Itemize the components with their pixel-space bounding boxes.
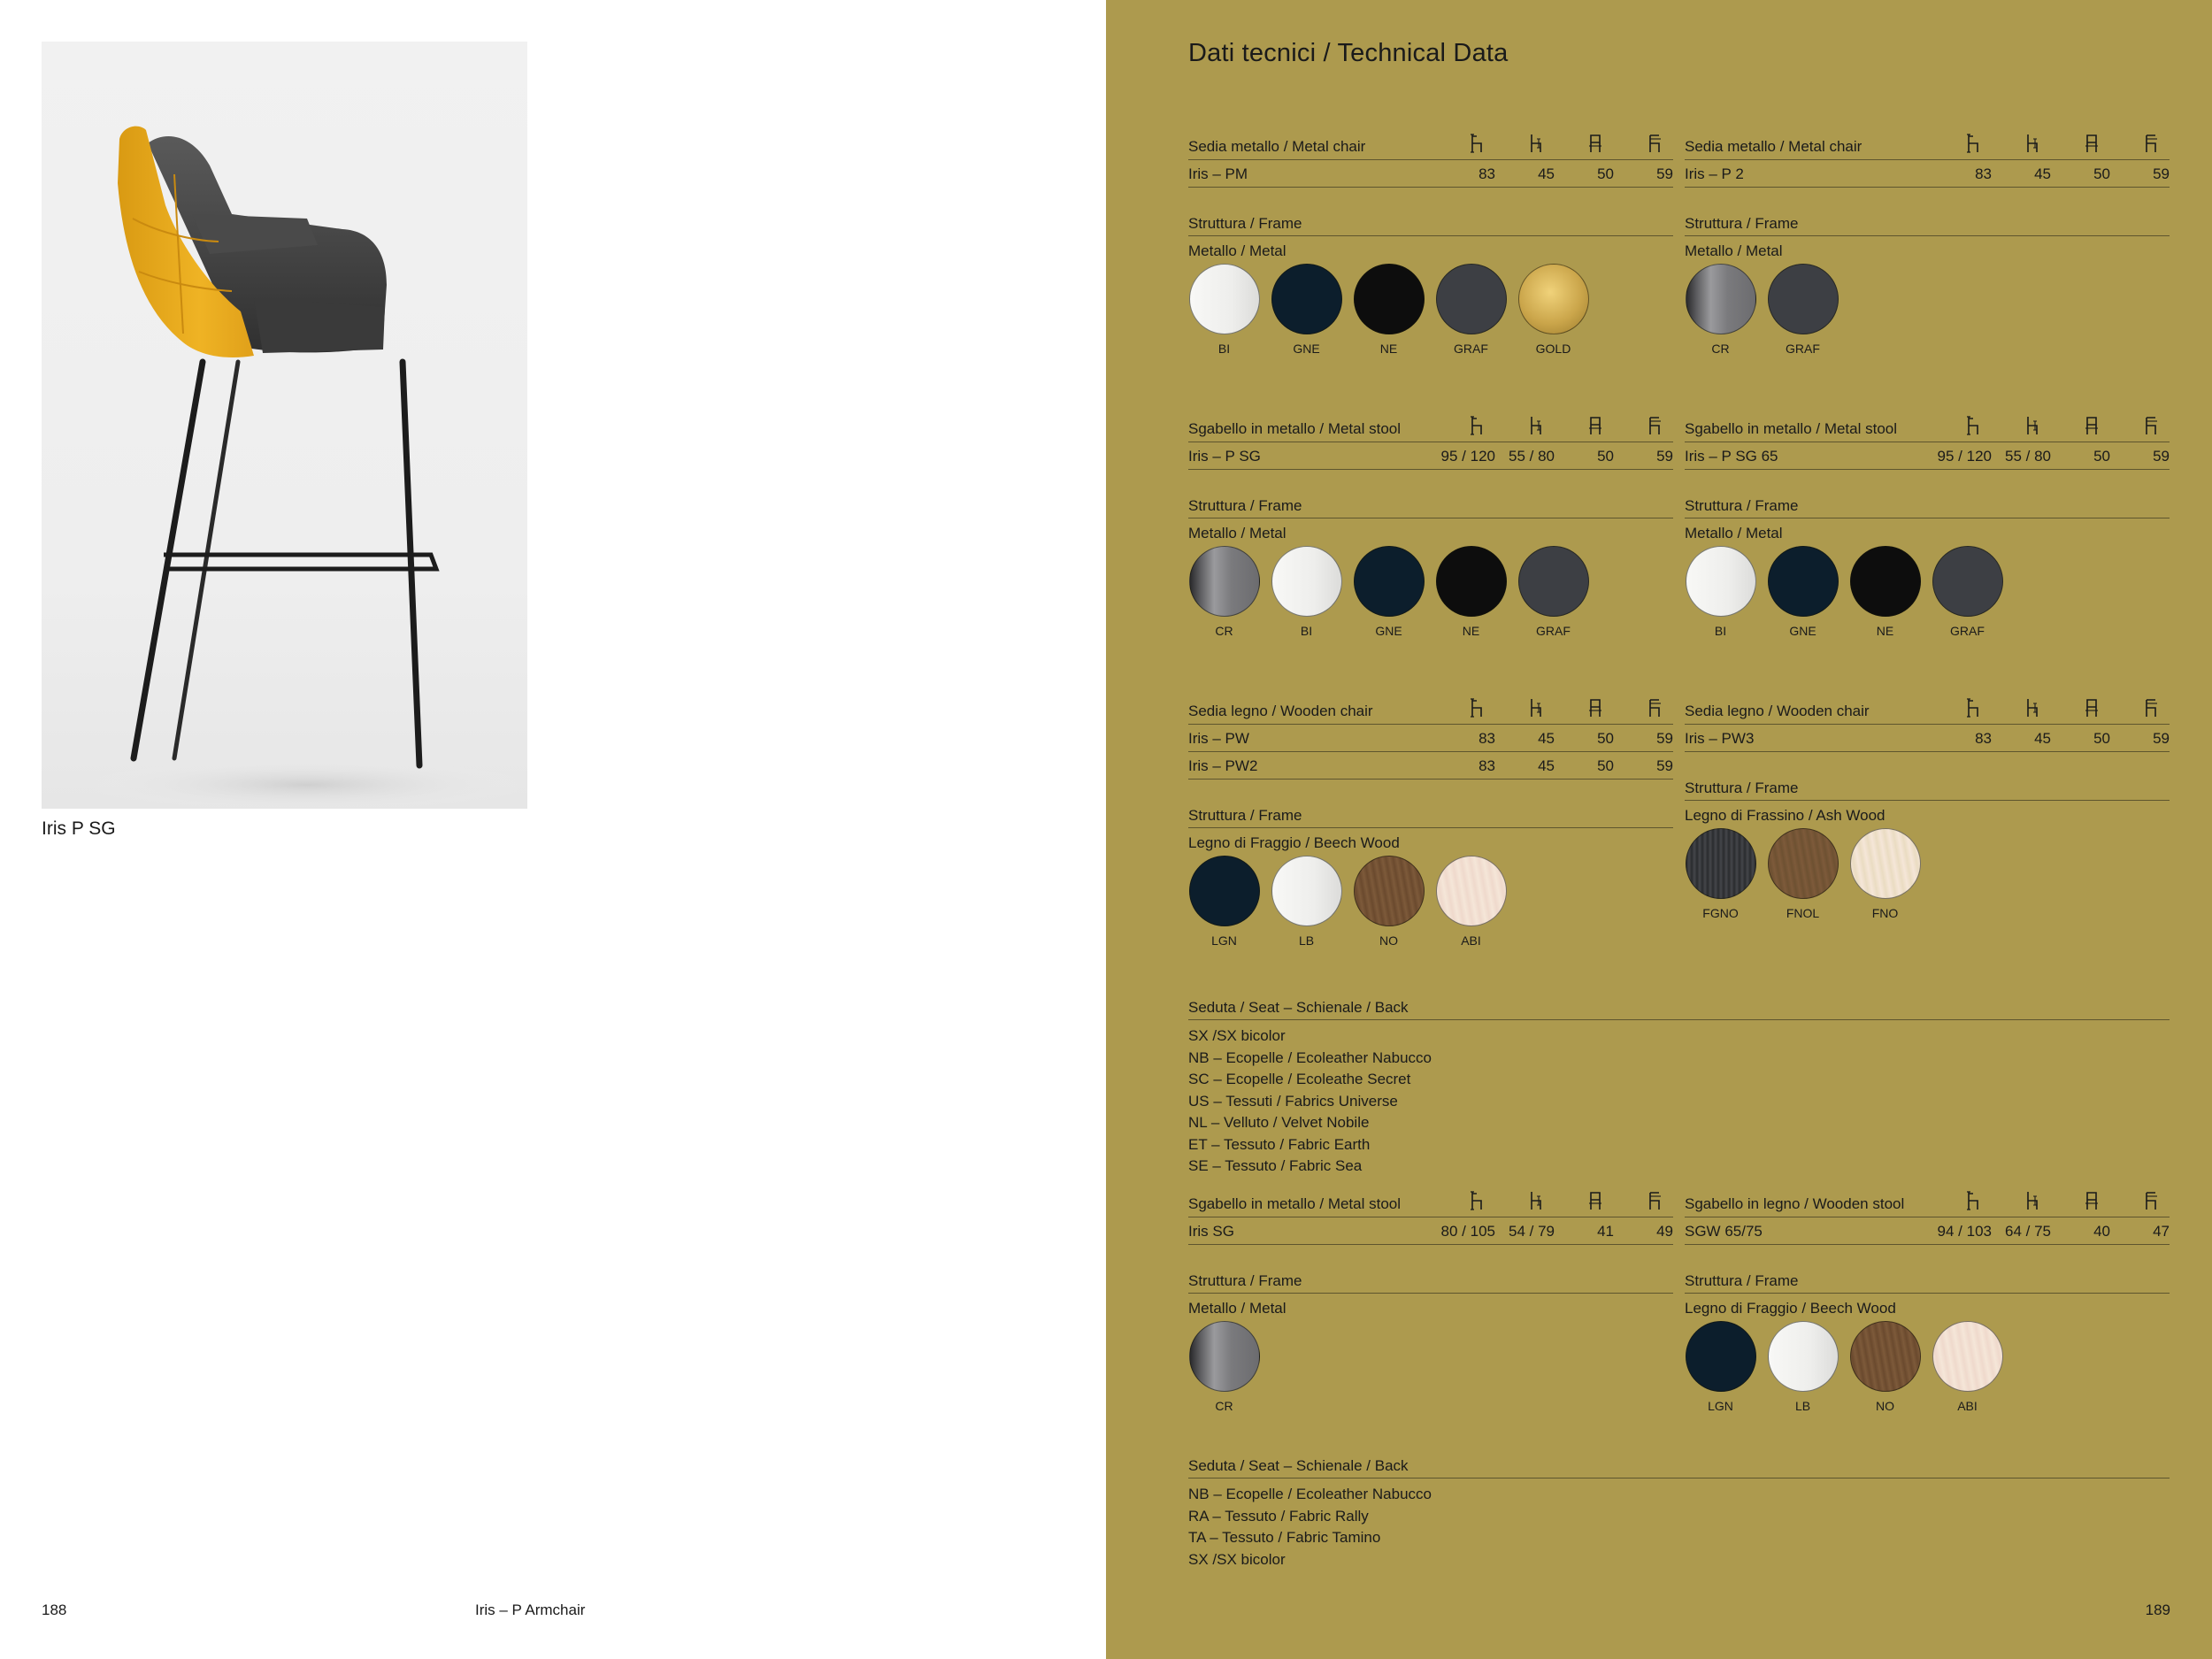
- finish-swatches: [1188, 1321, 1673, 1413]
- product-model-name: Iris – P SG 65: [1685, 448, 1778, 465]
- finish-color-circle: [1436, 546, 1507, 617]
- seat-materials-section: [1188, 1454, 2170, 1571]
- finish-code: CR: [1215, 1399, 1233, 1413]
- product-spec-column: [1188, 1190, 1673, 1413]
- finish-color-circle: [1436, 856, 1507, 926]
- product-model-name: Iris – PW3: [1685, 730, 1755, 747]
- frame-material: Metallo / Metal: [1188, 525, 1286, 541]
- dimension-value: 59: [2153, 165, 2170, 182]
- finish-code: GRAF: [1786, 342, 1820, 356]
- finish-code: NO: [1876, 1399, 1894, 1413]
- product-type-label: Sgabello in metallo / Metal stool: [1685, 420, 1898, 437]
- finish-color-circle: [1271, 856, 1342, 926]
- right-page: [1106, 0, 2212, 1659]
- finish-code: NE: [1876, 624, 1894, 638]
- material-item: SX /SX bicolor: [1188, 1550, 1286, 1568]
- finish-swatch: [1435, 264, 1507, 356]
- finish-swatch: [1767, 546, 1839, 638]
- dimension-value: 59: [2153, 730, 2170, 747]
- depth-icon: [2144, 134, 2158, 157]
- finish-code: LGN: [1708, 1399, 1733, 1413]
- table-header-row: [1188, 697, 1673, 725]
- table-header-row: [1188, 415, 1673, 442]
- finish-color-circle: [1686, 828, 1756, 899]
- finish-swatches: [1685, 1321, 2170, 1413]
- dimension-value: 95 / 120: [1440, 448, 1495, 465]
- finish-code: BI: [1300, 624, 1313, 638]
- product-spec-column: [1685, 133, 2170, 356]
- depth-icon: [1647, 698, 1662, 722]
- product-type-label: Sedia metallo / Metal chair: [1685, 138, 1863, 155]
- finish-swatch: [1767, 828, 1839, 920]
- material-item: NB – Ecopelle / Ecoleather Nabucco: [1188, 1048, 1432, 1066]
- table-row: [1188, 160, 1673, 188]
- finish-swatch: [1271, 546, 1342, 638]
- width-icon: [1588, 698, 1602, 722]
- finish-swatch: [1932, 546, 2003, 638]
- finish-code: GNE: [1293, 342, 1320, 356]
- width-icon: [2085, 134, 2099, 157]
- finish-swatch: [1188, 546, 1260, 638]
- dimension-value: 50: [1597, 448, 1614, 465]
- width-icon: [2085, 698, 2099, 722]
- frame-label: Struttura / Frame: [1685, 211, 2170, 236]
- frame-material: Legno di Fraggio / Beech Wood: [1685, 1300, 1896, 1317]
- product-model-name: Iris – PW2: [1188, 757, 1258, 774]
- finish-code: FNO: [1871, 906, 1899, 920]
- finish-swatch: [1767, 264, 1839, 356]
- height-icon: [1470, 416, 1484, 440]
- product-type-label: Sedia legno / Wooden chair: [1685, 703, 1870, 719]
- dimension-value: 50: [1597, 730, 1614, 747]
- table-row: [1685, 442, 2170, 470]
- material-item: ET – Tessuto / Fabric Earth: [1188, 1135, 1371, 1153]
- dimension-value: 47: [2153, 1223, 2170, 1240]
- finish-swatches: [1188, 856, 1673, 948]
- frame-material: Metallo / Metal: [1188, 242, 1286, 259]
- finish-color-circle: [1354, 546, 1425, 617]
- dimension-value: 59: [1656, 757, 1673, 774]
- table-row: [1188, 442, 1673, 470]
- finish-color-circle: [1271, 546, 1342, 617]
- depth-icon: [1647, 134, 1662, 157]
- bar-stool-image: [42, 42, 527, 809]
- finish-color-circle: [1518, 546, 1589, 617]
- product-spec-column: [1188, 415, 1673, 638]
- finish-swatch: [1685, 1321, 1756, 1413]
- page-number-left: 188: [42, 1601, 67, 1618]
- table-header-row: [1188, 133, 1673, 160]
- frame-label: Struttura / Frame: [1685, 494, 2170, 518]
- finish-code: ABI: [1957, 1399, 1978, 1413]
- dimension-value: 59: [1656, 730, 1673, 747]
- dimension-value: 50: [2093, 448, 2110, 465]
- finish-code: GRAF: [1454, 342, 1488, 356]
- finish-swatches: [1188, 264, 1673, 356]
- product-type-label: Sedia metallo / Metal chair: [1188, 138, 1366, 155]
- product-spec-column: [1685, 415, 2170, 638]
- finish-swatch: [1685, 546, 1756, 638]
- table-row: [1685, 1217, 2170, 1245]
- finish-swatch: [1353, 546, 1425, 638]
- dimension-value: 83: [1479, 165, 1495, 182]
- finish-code: GNE: [1375, 624, 1402, 638]
- material-item: SC – Ecopelle / Ecoleathe Secret: [1188, 1071, 1411, 1087]
- finish-swatch: [1188, 264, 1260, 356]
- product-spec-column: [1188, 133, 1673, 356]
- product-spec-column: [1685, 1190, 2170, 1413]
- finish-swatch: [1353, 856, 1425, 948]
- finish-color-circle: [1768, 1321, 1839, 1392]
- seat-height-icon: [1529, 134, 1543, 157]
- finish-swatch: [1188, 1321, 1260, 1413]
- finish-color-circle: [1850, 1321, 1921, 1392]
- product-model-name: Iris – P SG: [1188, 448, 1261, 465]
- height-icon: [1966, 134, 1980, 157]
- frame-material: Legno di Fraggio / Beech Wood: [1188, 834, 1400, 851]
- finish-swatches: [1685, 828, 2170, 920]
- table-row: [1188, 1217, 1673, 1245]
- seat-height-icon: [1529, 698, 1543, 722]
- finish-color-circle: [1189, 856, 1260, 926]
- seat-height-icon: [2025, 134, 2039, 157]
- finish-swatches: [1685, 264, 2170, 356]
- dimension-value: 49: [1656, 1223, 1673, 1240]
- frame-label: Struttura / Frame: [1188, 211, 1673, 236]
- finish-color-circle: [1850, 546, 1921, 617]
- finish-code: FNOL: [1786, 906, 1820, 920]
- table-row: [1188, 752, 1673, 780]
- product-model-name: Iris – PM: [1188, 165, 1248, 182]
- finish-color-circle: [1768, 828, 1839, 899]
- material-item: US – Tessuti / Fabrics Universe: [1188, 1092, 1398, 1110]
- dimension-value: 83: [1975, 165, 1992, 182]
- table-row: [1188, 725, 1673, 752]
- photo-caption: Iris P SG: [42, 818, 116, 839]
- seat-materials-label: Seduta / Seat – Schienale / Back: [1188, 1454, 2170, 1479]
- dimension-table: [1685, 1190, 2170, 1245]
- finish-color-circle: [1189, 264, 1260, 334]
- dimension-table: [1685, 697, 2170, 752]
- seat-height-icon: [1529, 1191, 1543, 1215]
- finish-swatch: [1188, 856, 1260, 948]
- finish-code: CR: [1711, 342, 1730, 356]
- finish-swatch: [1685, 828, 1756, 920]
- dimension-value: 94 / 103: [1937, 1223, 1992, 1240]
- table-header-row: [1188, 1190, 1673, 1217]
- material-item: SX /SX bicolor: [1188, 1027, 1286, 1044]
- product-type-label: Sedia legno / Wooden chair: [1188, 703, 1373, 719]
- frame-label: Struttura / Frame: [1685, 776, 2170, 801]
- finish-code: LGN: [1211, 933, 1237, 948]
- frame-label: Struttura / Frame: [1188, 494, 1673, 518]
- finish-code: GRAF: [1536, 624, 1571, 638]
- frame-material: Metallo / Metal: [1685, 525, 1783, 541]
- seat-materials-list: [1188, 1025, 2170, 1178]
- finish-color-circle: [1686, 1321, 1756, 1392]
- finish-color-circle: [1271, 264, 1342, 334]
- height-icon: [1470, 698, 1484, 722]
- frame-label: Struttura / Frame: [1685, 1269, 2170, 1294]
- dimension-value: 55 / 80: [1509, 448, 1555, 465]
- seat-height-icon: [2025, 698, 2039, 722]
- width-icon: [2085, 1191, 2099, 1215]
- finish-color-circle: [1436, 264, 1507, 334]
- product-model-name: Iris – PW: [1188, 730, 1249, 747]
- finish-code: GNE: [1789, 624, 1816, 638]
- finish-code: BI: [1714, 624, 1727, 638]
- dimension-value: 45: [1538, 165, 1555, 182]
- table-row: [1685, 725, 2170, 752]
- dimension-value: 50: [2093, 730, 2110, 747]
- dimension-value: 83: [1479, 730, 1495, 747]
- seat-materials-section: [1188, 995, 2170, 1178]
- finish-code: NE: [1379, 342, 1398, 356]
- product-spec-column: [1188, 697, 1673, 948]
- product-model-name: SGW 65/75: [1685, 1223, 1763, 1240]
- frame-label: Struttura / Frame: [1188, 1269, 1673, 1294]
- dimension-table: [1685, 415, 2170, 470]
- width-icon: [2085, 416, 2099, 440]
- dimension-value: 50: [1597, 165, 1614, 182]
- finish-swatches: [1188, 546, 1673, 638]
- table-header-row: [1685, 415, 2170, 442]
- height-icon: [1966, 1191, 1980, 1215]
- dimension-value: 80 / 105: [1440, 1223, 1495, 1240]
- finish-color-circle: [1932, 1321, 2003, 1392]
- finish-swatch: [1353, 264, 1425, 356]
- material-item: NL – Velluto / Velvet Nobile: [1188, 1114, 1370, 1131]
- height-icon: [1966, 698, 1980, 722]
- finish-code: GRAF: [1950, 624, 1985, 638]
- product-photo: [42, 42, 527, 809]
- finish-code: FGNO: [1702, 906, 1739, 920]
- height-icon: [1966, 416, 1980, 440]
- height-icon: [1470, 1191, 1484, 1215]
- seat-materials-label: Seduta / Seat – Schienale / Back: [1188, 995, 2170, 1020]
- product-model-name: Iris SG: [1188, 1223, 1234, 1240]
- finish-swatch: [1849, 1321, 1921, 1413]
- dimension-value: 41: [1597, 1223, 1614, 1240]
- dimension-value: 59: [2153, 448, 2170, 465]
- finish-code: LB: [1298, 933, 1315, 948]
- finish-swatch: [1517, 546, 1589, 638]
- finish-color-circle: [1686, 264, 1756, 334]
- dimension-value: 55 / 80: [2005, 448, 2051, 465]
- product-spec-column: [1685, 697, 2170, 920]
- height-icon: [1470, 134, 1484, 157]
- frame-material: Legno di Frassino / Ash Wood: [1685, 807, 1886, 824]
- finish-color-circle: [1850, 828, 1921, 899]
- dimension-value: 50: [2093, 165, 2110, 182]
- finish-code: BI: [1217, 342, 1231, 356]
- finish-swatch: [1435, 546, 1507, 638]
- dimension-table: [1188, 133, 1673, 188]
- finish-code: NE: [1462, 624, 1480, 638]
- product-type-label: Sgabello in metallo / Metal stool: [1188, 420, 1402, 437]
- dimension-value: 54 / 79: [1509, 1223, 1555, 1240]
- depth-icon: [1647, 416, 1662, 440]
- dimension-value: 64 / 75: [2005, 1223, 2051, 1240]
- dimension-table: [1685, 133, 2170, 188]
- finish-swatch: [1767, 1321, 1839, 1413]
- finish-code: CR: [1215, 624, 1233, 638]
- dimension-value: 45: [2034, 165, 2051, 182]
- finish-swatch: [1517, 264, 1589, 356]
- width-icon: [1588, 134, 1602, 157]
- width-icon: [1588, 1191, 1602, 1215]
- finish-color-circle: [1932, 546, 2003, 617]
- frame-material: Metallo / Metal: [1188, 1300, 1286, 1317]
- dimension-value: 50: [1597, 757, 1614, 774]
- dimension-value: 83: [1479, 757, 1495, 774]
- table-header-row: [1685, 133, 2170, 160]
- finish-color-circle: [1768, 264, 1839, 334]
- finish-swatch: [1435, 856, 1507, 948]
- frame-label: Struttura / Frame: [1188, 803, 1673, 828]
- finish-swatch: [1271, 264, 1342, 356]
- depth-icon: [1647, 1191, 1662, 1215]
- finish-swatch: [1849, 828, 1921, 920]
- material-item: RA – Tessuto / Fabric Rally: [1188, 1507, 1369, 1525]
- product-type-label: Sgabello in legno / Wooden stool: [1685, 1195, 1905, 1212]
- running-title: Iris – P Armchair: [475, 1601, 586, 1618]
- dimension-value: 59: [1656, 448, 1673, 465]
- dimension-table: [1188, 1190, 1673, 1245]
- finish-color-circle: [1354, 856, 1425, 926]
- width-icon: [1588, 416, 1602, 440]
- dimension-value: 45: [1538, 730, 1555, 747]
- dimension-value: 59: [1656, 165, 1673, 182]
- dimension-value: 40: [2093, 1223, 2110, 1240]
- page-number-right: 189: [2145, 1601, 2170, 1618]
- table-row: [1685, 160, 2170, 188]
- finish-color-circle: [1686, 546, 1756, 617]
- dimension-value: 45: [1538, 757, 1555, 774]
- finish-swatch: [1932, 1321, 2003, 1413]
- product-model-name: Iris – P 2: [1685, 165, 1744, 182]
- finish-color-circle: [1518, 264, 1589, 334]
- finish-color-circle: [1189, 546, 1260, 617]
- dimension-value: 45: [2034, 730, 2051, 747]
- seat-height-icon: [2025, 416, 2039, 440]
- finish-color-circle: [1354, 264, 1425, 334]
- finish-color-circle: [1189, 1321, 1260, 1392]
- dimension-table: [1188, 697, 1673, 780]
- seat-height-icon: [1529, 416, 1543, 440]
- finish-code: GOLD: [1535, 342, 1571, 356]
- finish-swatch: [1271, 856, 1342, 948]
- finish-code: LB: [1794, 1399, 1811, 1413]
- seat-materials-list: [1188, 1484, 2170, 1571]
- dimension-value: 83: [1975, 730, 1992, 747]
- material-item: SE – Tessuto / Fabric Sea: [1188, 1157, 1363, 1174]
- table-header-row: [1685, 1190, 2170, 1217]
- table-header-row: [1685, 697, 2170, 725]
- dimension-value: 95 / 120: [1937, 448, 1992, 465]
- finish-color-circle: [1768, 546, 1839, 617]
- material-item: TA – Tessuto / Fabric Tamino: [1188, 1529, 1381, 1546]
- page-title: Dati tecnici / Technical Data: [1188, 39, 1509, 67]
- dimension-table: [1188, 415, 1673, 470]
- material-item: NB – Ecopelle / Ecoleather Nabucco: [1188, 1486, 1432, 1502]
- depth-icon: [2144, 698, 2158, 722]
- seat-height-icon: [2025, 1191, 2039, 1215]
- finish-swatches: [1685, 546, 2170, 638]
- frame-material: Metallo / Metal: [1685, 242, 1783, 259]
- finish-code: ABI: [1461, 933, 1481, 948]
- finish-swatch: [1849, 546, 1921, 638]
- depth-icon: [2144, 1191, 2158, 1215]
- finish-code: NO: [1379, 933, 1398, 948]
- finish-swatch: [1685, 264, 1756, 356]
- product-type-label: Sgabello in metallo / Metal stool: [1188, 1195, 1402, 1212]
- depth-icon: [2144, 416, 2158, 440]
